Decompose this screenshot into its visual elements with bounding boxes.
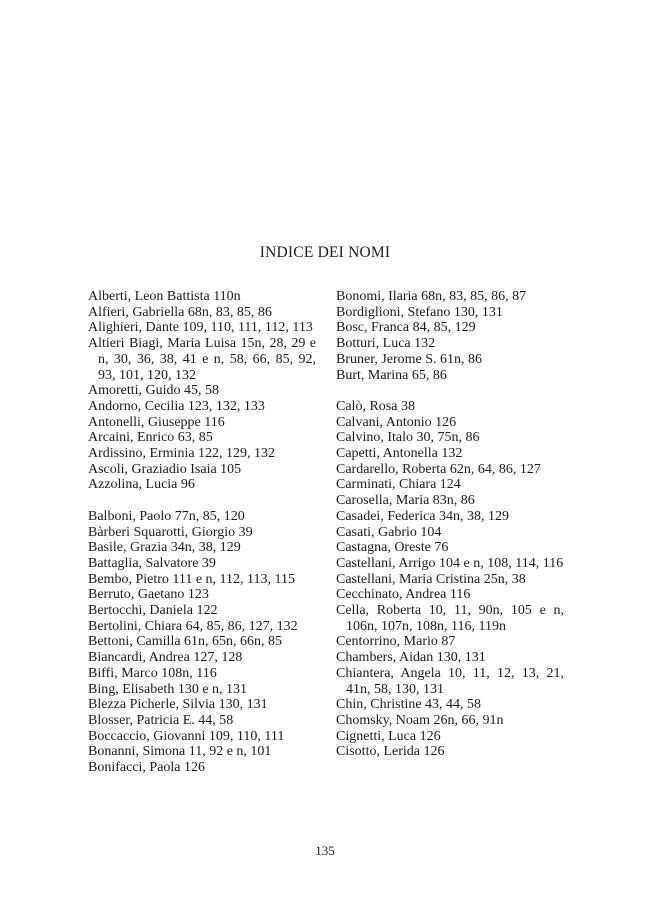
index-entry: Chomsky, Noam 26n, 66, 91n [336, 712, 504, 728]
index-entry: Arcaini, Enrico 63, 85 [88, 430, 213, 446]
index-entry: Castellani, Arrigo 104 e n, 108, 114, 116 [336, 555, 564, 571]
index-entry: Chiantera, Angela 10, 11, 12, 13, 21, 41n, 58, 130, 131 [336, 665, 564, 697]
index-entry: Biffi, Marco 108n, 116 [88, 665, 217, 681]
index-entry: Antonelli, Giuseppe 116 [88, 414, 225, 430]
page-number: 135 [315, 843, 335, 858]
index-entry: Bonifacci, Paola 126 [88, 760, 206, 776]
index-entry: Bembo, Pietro 111 e n, 112, 113, 115 [88, 571, 295, 587]
index-entry: Bonanni, Simona 11, 92 e n, 101 [88, 744, 272, 760]
index-entry: Calvino, Italo 30, 75n, 86 [336, 430, 480, 446]
index-entry: Centorrino, Mario 87 [336, 634, 456, 650]
index-entry: Ardissino, Erminia 122, 129, 132 [88, 446, 276, 462]
index-entry: Altieri Biagi, Maria Luisa 15n, 28, 29 e n, 30, 36, 38, 41 e n, 58, 66, 85, 92, 93, 101, 120, 132 [88, 336, 316, 383]
index-entry: Burt, Marina 65, 86 [336, 367, 447, 383]
index-entry: Casati, Gabrio 104 [336, 524, 442, 540]
index-entry: Basile, Grazia 34n, 38, 129 [88, 540, 241, 556]
index-entry: Bertocchi, Daniela 122 [88, 603, 218, 619]
index-entry: Bosc, Franca 84, 85, 129 [336, 320, 476, 336]
index-entry: Cignetti, Luca 126 [336, 728, 441, 744]
index-entry: Bordiglioni, Stefano 130, 131 [336, 304, 503, 320]
index-entry: Casadei, Federica 34n, 38, 129 [336, 508, 510, 524]
index-entry: Blezza Picherle, Silvia 130, 131 [88, 697, 268, 713]
section-gap [336, 383, 564, 399]
index-column-right [336, 289, 564, 760]
index-entry: Boccaccio, Giovanni 109, 110, 111 [88, 728, 285, 744]
index-entry: Bàrberi Squarotti, Giorgio 39 [88, 524, 253, 540]
index-entry: Battaglia, Salvatore 39 [88, 555, 216, 571]
index-entry: Chambers, Aidan 130, 131 [336, 650, 486, 666]
index-entry: Bettoni, Camilla 61n, 65n, 66n, 85 [88, 634, 283, 650]
index-entry: Ascoli, Graziadio Isaia 105 [88, 461, 242, 477]
index-entry: Biancardi, Andrea 127, 128 [88, 650, 243, 666]
index-entry: Alighieri, Dante 109, 110, 111, 112, 113 [88, 320, 313, 336]
index-entry: Bertolini, Chiara 64, 85, 86, 127, 132 [88, 618, 298, 634]
index-entry: Alberti, Leon Battista 110n [88, 289, 241, 304]
page-title: INDICE DEI NOMI [259, 244, 391, 261]
index-entry: Cecchinato, Andrea 116 [336, 587, 471, 603]
index-entry: Botturi, Luca 132 [336, 336, 436, 352]
index-entry: Alfieri, Gabriella 68n, 83, 85, 86 [88, 304, 272, 320]
index-entry: Calò, Rosa 38 [336, 398, 415, 414]
index-entry: Carminati, Chiara 124 [336, 477, 461, 493]
index-entry: Bonomi, Ilaria 68n, 83, 85, 86, 87 [336, 289, 527, 304]
index-entry: Calvani, Antonio 126 [336, 414, 457, 430]
index-entry: Cardarello, Roberta 62n, 64, 86, 127 [336, 461, 541, 477]
index-entry: Balboni, Paolo 77n, 85, 120 [88, 508, 245, 524]
index-entry: Andorno, Cecilia 123, 132, 133 [88, 398, 265, 414]
index-entry: Cisotto, Lerida 126 [336, 744, 445, 760]
index-column-left [88, 289, 316, 776]
index-entry: Azzolina, Lucia 96 [88, 477, 195, 493]
index-entry: Bruner, Jerome S. 61n, 86 [336, 351, 483, 367]
index-entry: Carosella, Maria 83n, 86 [336, 493, 475, 509]
section-gap [88, 493, 316, 509]
index-entry: Berruto, Gaetano 123 [88, 587, 209, 603]
index-entry: Capetti, Antonella 132 [336, 446, 463, 462]
index-entry: Blosser, Patricia E. 44, 58 [88, 712, 234, 728]
index-entry: Castagna, Oreste 76 [336, 540, 449, 556]
index-entry: Castellani, Maria Cristina 25n, 38 [336, 571, 526, 587]
index-entry: Cella, Roberta 10, 11, 90n, 105 e n, 106n, 107n, 108n, 116, 119n [336, 603, 564, 634]
index-entry: Chin, Christine 43, 44, 58 [336, 697, 482, 713]
index-entry: Bing, Elisabeth 130 e n, 131 [88, 681, 248, 697]
index-entry: Amoretti, Guido 45, 58 [88, 383, 220, 399]
